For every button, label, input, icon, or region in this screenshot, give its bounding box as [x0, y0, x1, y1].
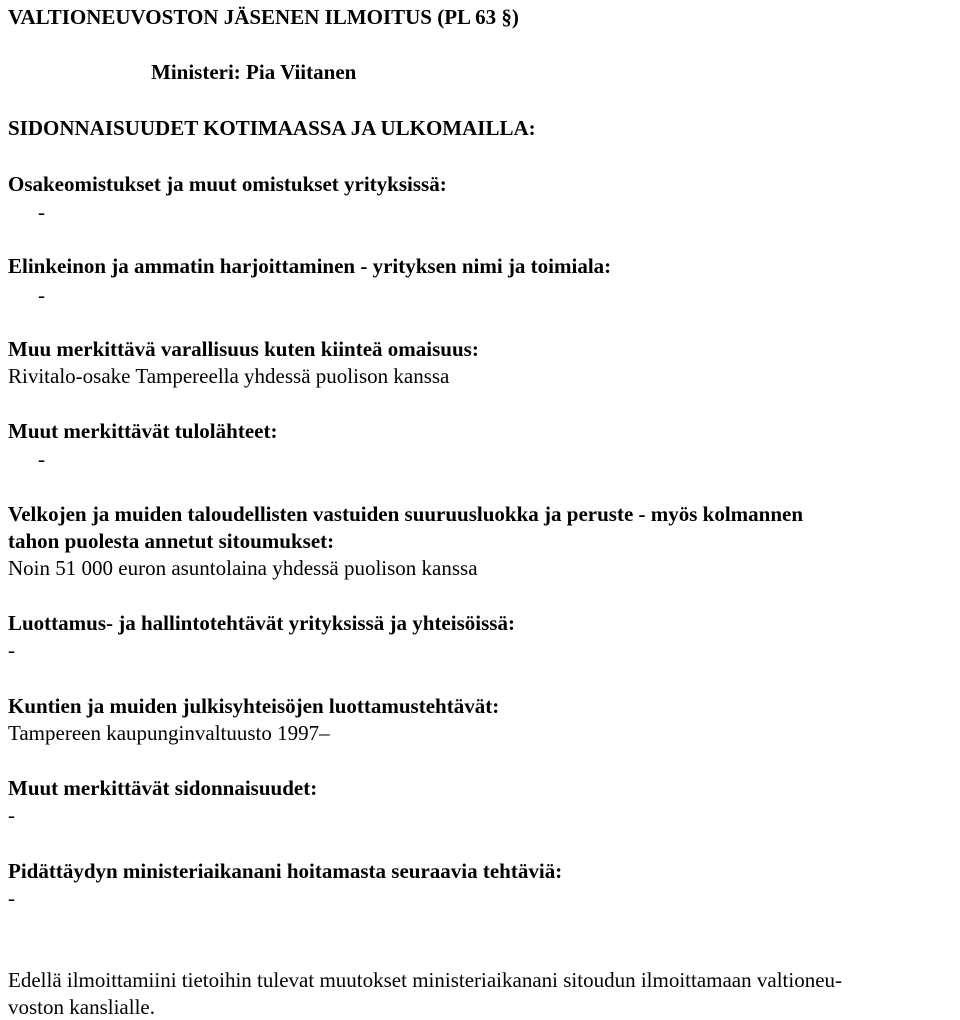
heading-municipal: Kuntien ja muiden julkisyhteisöjen luottamustehtävät:	[8, 694, 500, 718]
value-municipal: Tampereen kaupunginvaltuusto 1997–	[8, 721, 330, 745]
value-property: Rivitalo-osake Tampereella yhdessä puolison kanssa	[8, 364, 450, 388]
heading-ownership: Osakeomistukset ja muut omistukset yrityksissä:	[8, 172, 447, 196]
value-liabilities: Noin 51 000 euron asuntolaina yhdessä puolison kanssa	[8, 556, 478, 580]
section-heading: SIDONNAISUUDET KOTIMAASSA JA ULKOMAILLA:	[8, 116, 536, 140]
value-income: -	[38, 447, 45, 471]
heading-other-commitments: Muut merkittävät sidonnaisuudet:	[8, 776, 318, 800]
minister-line: Ministeri: Pia Viitanen	[151, 60, 357, 84]
value-other-commitments: -	[8, 803, 15, 827]
value-business: -	[38, 283, 45, 307]
heading-business: Elinkeinon ja ammatin harjoittaminen - yrityksen nimi ja toimiala:	[8, 254, 612, 278]
heading-liabilities-line2: tahon puolesta annetut sitoumukset:	[8, 529, 335, 553]
heading-income: Muut merkittävät tulolähteet:	[8, 419, 278, 443]
value-trust-positions: -	[8, 638, 15, 662]
document-title: VALTIONEUVOSTON JÄSENEN ILMOITUS (PL 63 §)	[8, 5, 519, 29]
heading-liabilities-line1: Velkojen ja muiden taloudellisten vastuiden suuruusluokka ja peruste - myös kolmannen	[8, 502, 804, 526]
heading-property: Muu merkittävä varallisuus kuten kiinteä omaisuus:	[8, 337, 479, 361]
footer-line-1: Edellä ilmoittamiini tietoihin tulevat muutokset ministeriaikanani sitoudun ilmoittamaan valtioneu-	[8, 968, 843, 992]
heading-refrain: Pidättäydyn ministeriaikanani hoitamasta seuraavia tehtäviä:	[8, 859, 563, 883]
value-ownership: -	[38, 200, 45, 224]
heading-trust-positions: Luottamus- ja hallintotehtävät yrityksissä ja yhteisöissä:	[8, 611, 515, 635]
value-refrain: -	[8, 886, 15, 910]
footer-line-2: voston kanslialle.	[8, 995, 155, 1019]
